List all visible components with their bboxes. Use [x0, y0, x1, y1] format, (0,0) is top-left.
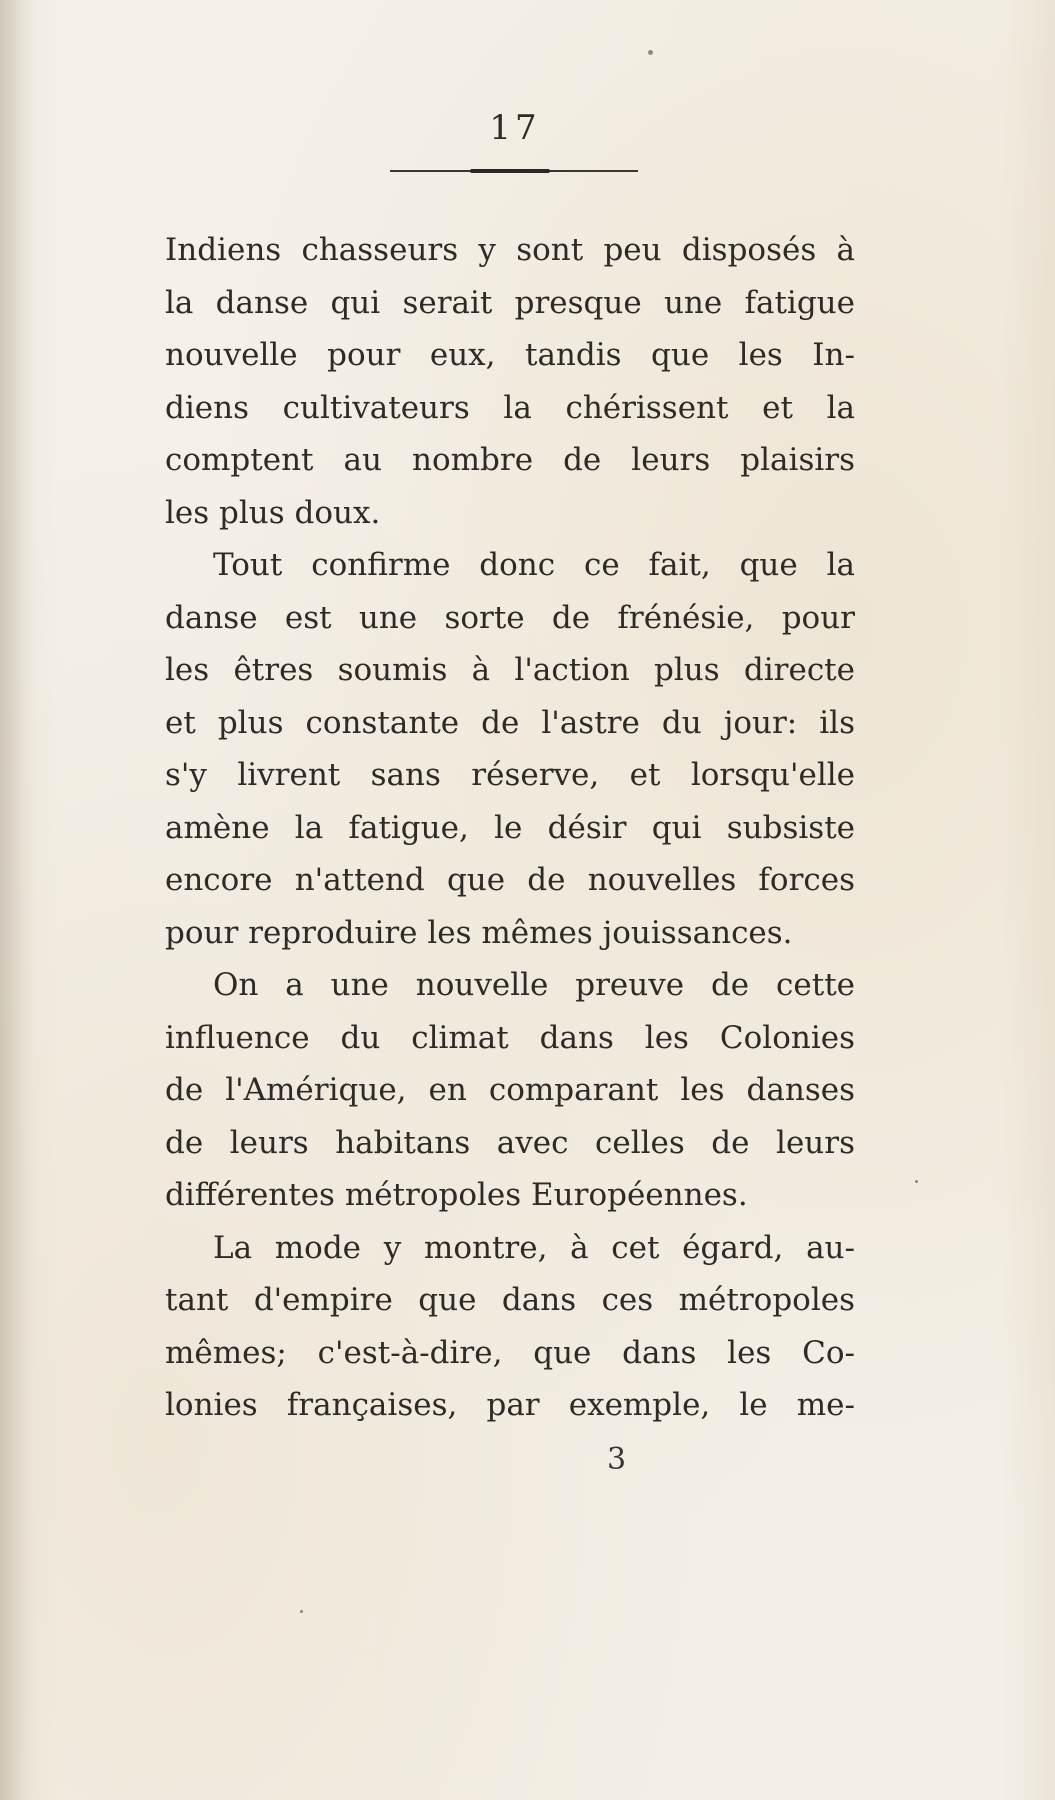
text-line: s'y livrent sans réserve, et lorsqu'elle [165, 757, 855, 793]
text-line: amène la fatigue, le désir qui subsiste [165, 809, 855, 846]
body-text [165, 224, 855, 1432]
paper-speck [300, 1610, 303, 1613]
text-line: différentes métropoles Européennes. [165, 1177, 748, 1213]
header-rule-accent [470, 169, 550, 173]
text-line: diens cultivateurs la chérissent et la [165, 389, 855, 426]
paper-speck [648, 50, 653, 55]
text-line: danse est une sorte de frénésie, pour [165, 599, 855, 636]
text-line: nouvelle pour eux, tandis que les In- [165, 337, 855, 373]
text-line: influence du climat dans les Colonies [165, 1019, 855, 1056]
text-line: encore n'attend que de nouvelles forces [165, 862, 855, 898]
text-line: On a une nouvelle preuve de cette [213, 967, 855, 1003]
text-line: mêmes; c'est-à-dire, que dans les Co- [165, 1334, 855, 1371]
text-line: les êtres soumis à l'action plus directe [165, 652, 855, 688]
signature-mark: 3 [606, 1442, 627, 1477]
text-line: lonies françaises, par exemple, le me- [165, 1387, 855, 1423]
text-line: comptent au nombre de leurs plaisirs [165, 442, 855, 478]
paper-speck [915, 1180, 918, 1183]
text-line: pour reproduire les mêmes jouissances. [165, 914, 793, 951]
text-line: de l'Amérique, en comparant les danses [165, 1072, 855, 1108]
text-line: Tout confirme donc ce fait, que la [213, 547, 855, 583]
text-line: La mode y montre, à cet égard, au- [213, 1229, 855, 1266]
text-line: Indiens chasseurs y sont peu disposés à [165, 232, 855, 268]
gutter-shadow [0, 0, 34, 1800]
text-line: de leurs habitans avec celles de leurs [165, 1124, 855, 1161]
page-number: 17 [489, 108, 541, 148]
text-line: tant d'empire que dans ces métropoles [165, 1282, 855, 1318]
text-line: et plus constante de l'astre du jour: ils [165, 704, 855, 741]
text-line: la danse qui serait presque une fatigue [165, 284, 855, 321]
text-line: les plus doux. [165, 494, 381, 531]
